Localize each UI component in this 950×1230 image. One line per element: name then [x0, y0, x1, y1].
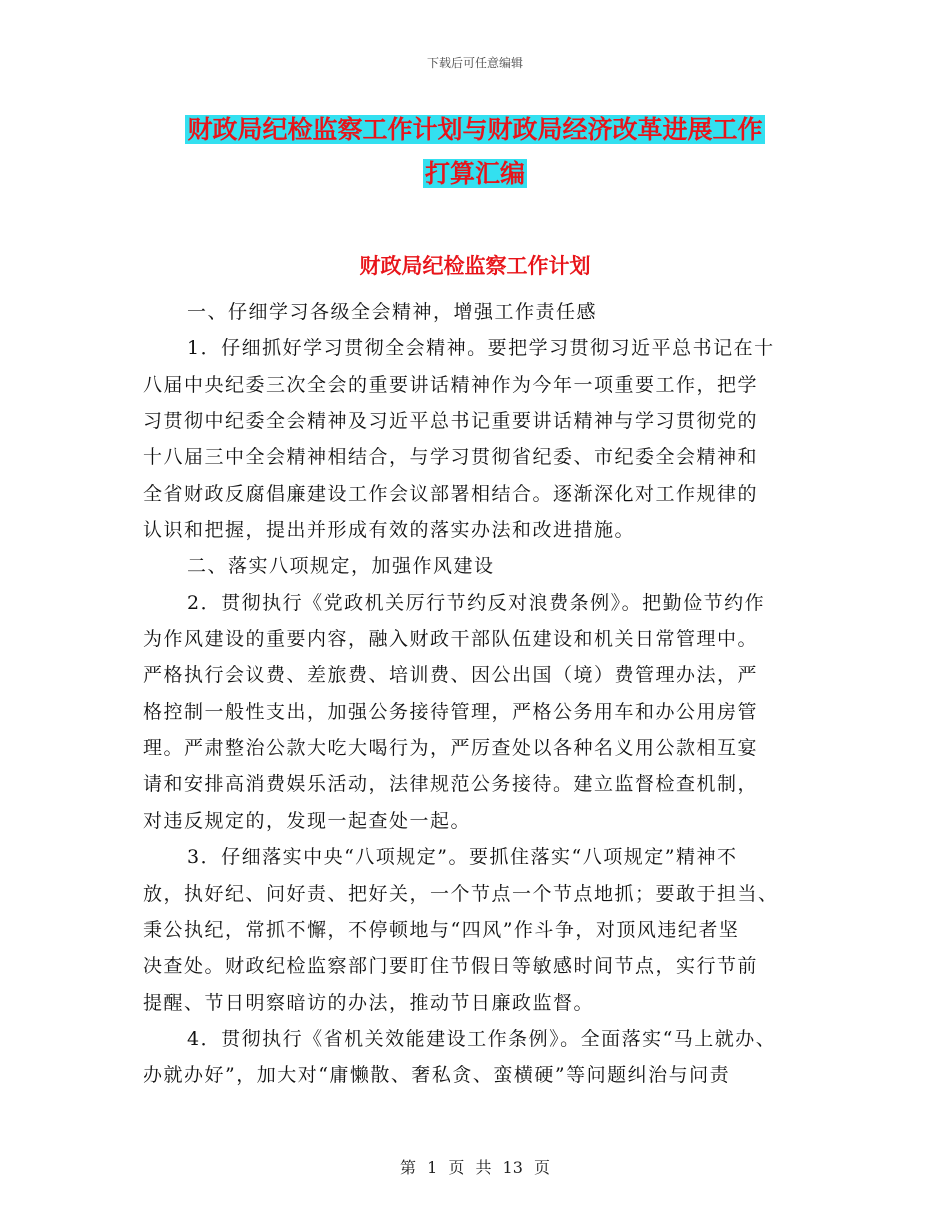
body-line: 对违反规定的，发现一起查处一起。	[143, 809, 472, 832]
body-line: 全省财政反腐倡廉建设工作会议部署相结合。逐渐深化对工作规律的	[143, 482, 759, 505]
body-line: 十八届三中全会精神相结合，与学习贯彻省纪委、市纪委全会精神和	[143, 446, 759, 469]
body-line: 严格执行会议费、差旅费、培训费、因公出国（境）费管理办法，严	[143, 664, 759, 687]
body-line: 为作风建设的重要内容，融入财政干部队伍建设和机关日常管理中。	[143, 628, 759, 651]
body-line: 提醒、节日明察暗访的办法，推动节日廉政监督。	[143, 991, 595, 1014]
body-line: 决查处。财政纪检监察部门要盯住节假日等敏感时间节点，实行节前	[143, 955, 759, 978]
document-title-text-1: 财政局纪检监察工作计划与财政局经济改革进展工作	[187, 115, 763, 144]
body-line: 秉公执纪，常抓不懈，不停顿地与“四风”作斗争，对顶风违纪者坚	[143, 918, 740, 941]
body-line: 1．仔细抓好学习贯彻全会精神。要把学习贯彻习近平总书记在十	[187, 337, 775, 360]
body-line: 格控制一般性支出，加强公务接待管理，严格公务用车和办公用房管	[143, 700, 759, 723]
body-line: 八届中央纪委三次全会的重要讲话精神作为今年一项重要工作，把学	[143, 373, 759, 396]
body-line: 理。严肃整治公款大吃大喝行为，严厉查处以各种名义用公款相互宴	[143, 737, 759, 760]
body-line: 二、落实八项规定，加强作风建设	[187, 555, 495, 578]
body-line: 2．贯彻执行《党政机关厉行节约反对浪费条例》。把勤俭节约作	[187, 591, 766, 614]
document-title-text-2: 打算汇编	[424, 159, 525, 188]
body-line: 请和安排高消费娱乐活动，法律规范公务接待。建立监督检查机制，	[143, 773, 759, 796]
body-line: 习贯彻中纪委全会精神及习近平总书记重要讲话精神与学习贯彻党的	[143, 410, 759, 433]
document-title-line-2	[0, 156, 950, 192]
body-line: 认识和把握，提出并形成有效的落实办法和改进措施。	[143, 519, 636, 542]
page-footer: 第 1 页 共 13 页	[400, 1158, 550, 1177]
body-line: 一、仔细学习各级全会精神，增强工作责任感	[187, 301, 598, 323]
document-title-line-1	[0, 112, 950, 148]
header-note: 下载后可任意编辑	[426, 56, 523, 70]
document-body	[143, 294, 833, 1094]
body-line: 办就办好”，加大对“庸懒散、奢私贪、蛮横硬”等问题纠治与问责	[143, 1064, 731, 1087]
section-title: 财政局纪检监察工作计划	[359, 254, 591, 278]
body-line: 放，执好纪、问好责、把好关，一个节点一个节点地抓；要敢于担当、	[143, 882, 779, 905]
body-line: 4．贯彻执行《省机关效能建设工作条例》。全面落实“马上就办、	[187, 1027, 777, 1050]
body-line: 3．仔细落实中央“八项规定”。要抓住落实“八项规定”精神不	[187, 846, 738, 869]
